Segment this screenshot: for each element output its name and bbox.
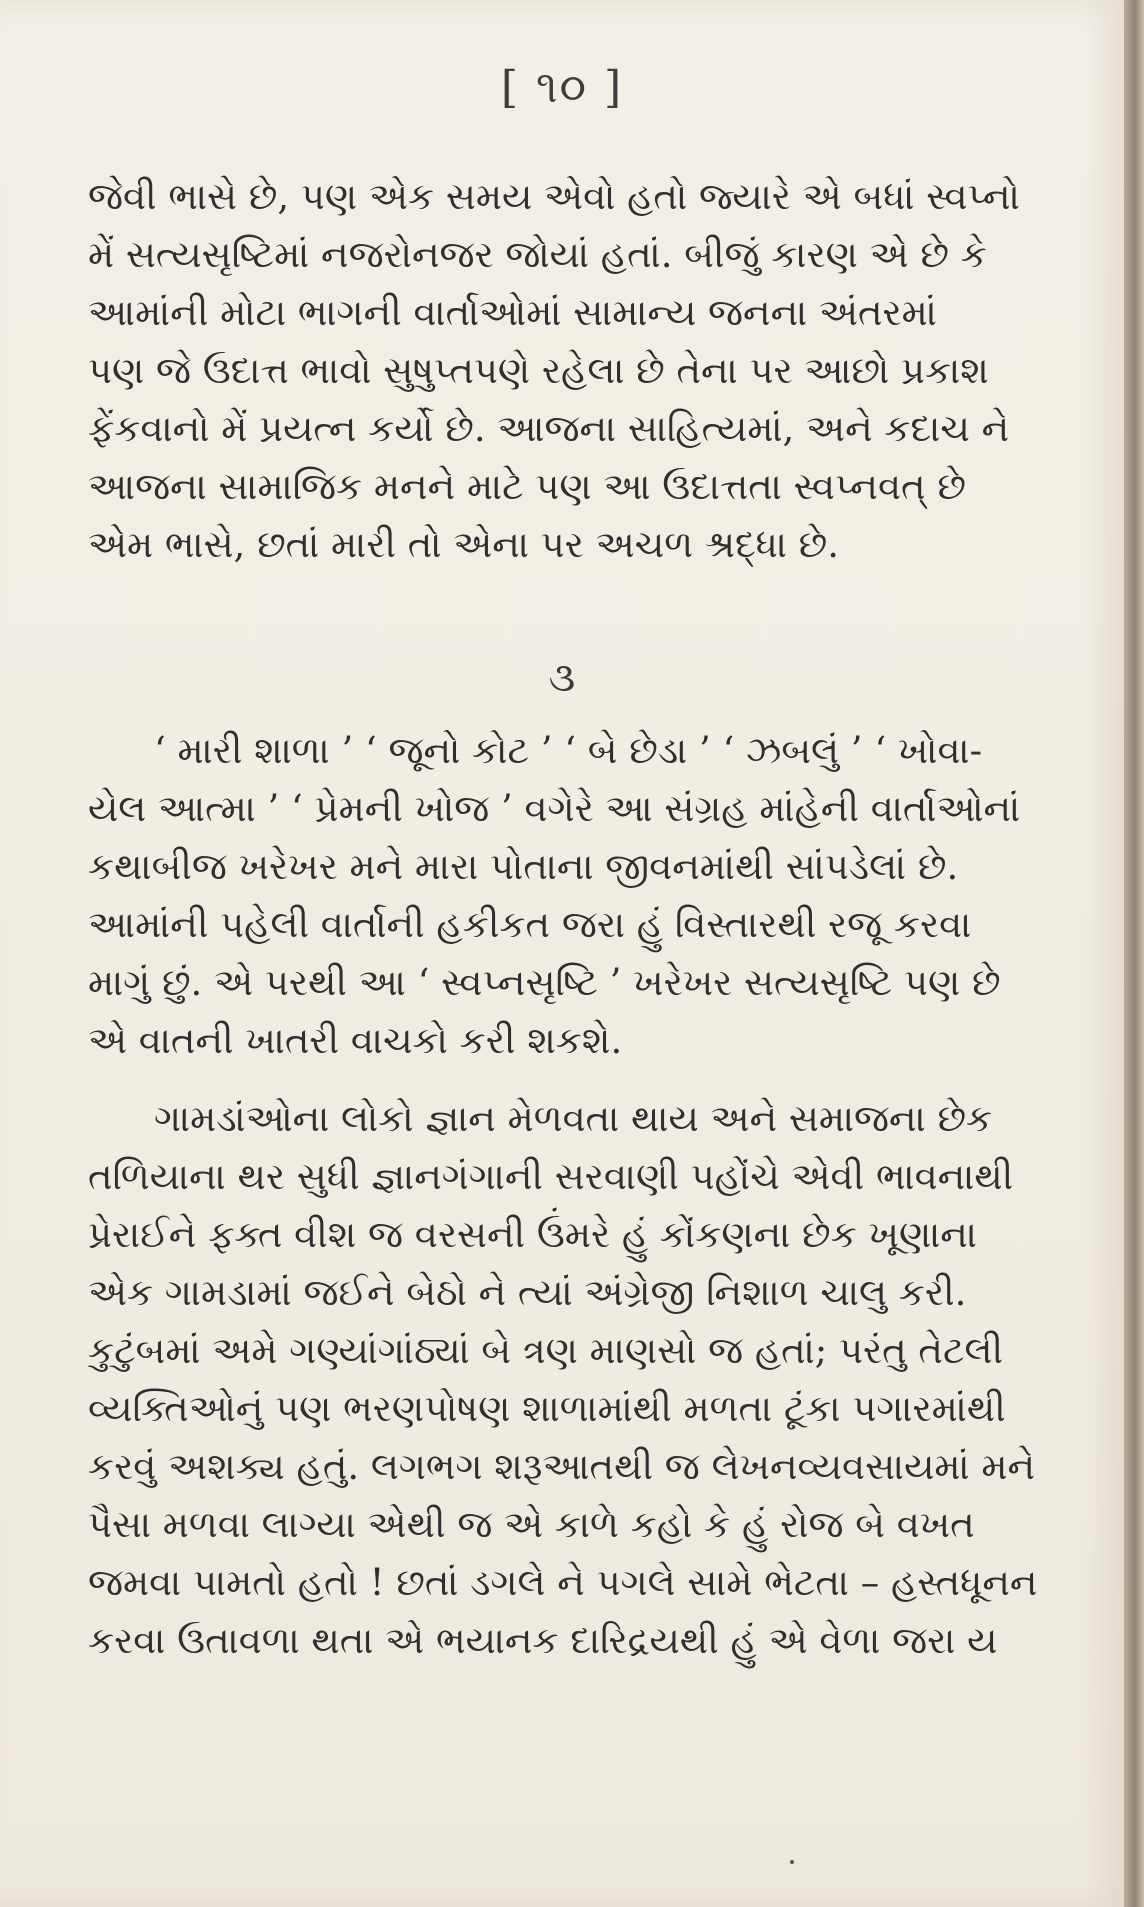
text-line: મેં સત્યસૃષ્ટિમાં નજરોનજર જોયાં હતાં. બીજું કારણ એ છે કે (88, 233, 987, 276)
text-line: પણ જે ઉદાત્ત ભાવો સુષુપ્તપણે રહેલા છે તેના પર આછો પ્રકાશ (88, 349, 989, 392)
text-line: કથાબીજ ખરેખર મને મારા પોતાના જીવનમાંથી સાંપડેલાં છે. (88, 845, 959, 888)
paragraph-2 (88, 722, 1118, 1070)
paragraph-3 (88, 1090, 1118, 1670)
ink-speck (790, 1860, 794, 1864)
text-line: જેવી ભાસે છે, પણ એક સમય એવો હતો જ્યારે એ બધાં સ્વપ્નો (88, 175, 1020, 218)
text-line: વ્યક્તિઓનું પણ ભરણપોષણ શાળામાંથી મળતા ટૂંકા પગારમાંથી (88, 1387, 1006, 1430)
text-line: કુટુંબમાં અમે ગણ્યાંગાંઠ્યાં બે ત્રણ માણસો જ હતાં; પરંતુ તેટલી (88, 1329, 1004, 1372)
text-line: યેલ આત્મા ’ ‘ પ્રેમની ખોજ ’ વગેરે આ સંગ્રહ માંહેની વાર્તાઓનાં (88, 787, 1021, 830)
text-line: આમાંની મોટા ભાગની વાર્તાઓમાં સામાન્ય જનના અંતરમાં (88, 291, 937, 334)
text-line: એ વાતની ખાતરી વાચકો કરી શકશે. (88, 1019, 623, 1062)
text-line: એક ગામડામાં જઈને બેઠો ને ત્યાં અંગ્રેજી નિશાળ ચાલુ કરી. (88, 1271, 967, 1314)
page-edge-shadow (1124, 0, 1144, 1907)
paragraph-1 (88, 168, 1118, 574)
text-line: પૈસા મળવા લાગ્યા એથી જ એ કાળે કહો કે હું રોજ બે વખત (88, 1503, 975, 1546)
text-line: એમ ભાસે, છતાં મારી તો એના પર અચળ શ્રદ્ધા છે. (88, 523, 840, 566)
text-line: ગામડાંઓના લોકો જ્ઞાન મેળવતા થાય અને સમાજના છેક (154, 1097, 993, 1140)
text-line: માગું છું. એ પરથી આ ‘ સ્વપ્નસૃષ્ટિ ’ ખરેખર સત્યસૃષ્ટિ પણ છે (88, 961, 1001, 1004)
text-line: તળિયાના થર સુધી જ્ઞાનગંગાની સરવાણી પહોંચે એવી ભાવનાથી (88, 1155, 1014, 1198)
text-line: આજના સામાજિક મનને માટે પણ આ ઉદાત્તતા સ્વપ્નવત્ છે (88, 465, 966, 508)
text-line: જમવા પામતો હતો ! છતાં ડગલે ને પગલે સામે ભેટતા – હસ્તધૂનન (88, 1561, 1038, 1604)
section-number: ૩ (548, 655, 576, 701)
text-line: કરવું અશક્ય હતું. લગભગ શરૂઆતથી જ લેખનવ્યવસાયમાં મને (88, 1445, 1036, 1488)
text-line: ‘ મારી શાળા ’ ‘ જૂનો કોટ ’ ‘ બે છેડા ’ ‘ ઝબલું ’ ‘ ખોવા- (154, 729, 983, 772)
text-line: પ્રેરાઈને ફક્ત વીશ જ વરસની ઉંમરે હું કોંકણના છેક ખૂણાના (88, 1213, 977, 1256)
text-line: કરવા ઉતાવળા થતા એ ભયાનક દારિદ્રયથી હું એ વેળા જરા ય (88, 1619, 998, 1662)
text-line: આમાંની પહેલી વાર્તાની હકીકત જરા હું વિસ્તારથી રજૂ કરવા (88, 903, 972, 946)
page-number: [ ૧૦ ] (500, 62, 624, 113)
text-line: ફેંકવાનો મેં પ્રયત્ન કર્યો છે. આજના સાહિત્યમાં, અને કદાચ ને (88, 407, 1010, 450)
